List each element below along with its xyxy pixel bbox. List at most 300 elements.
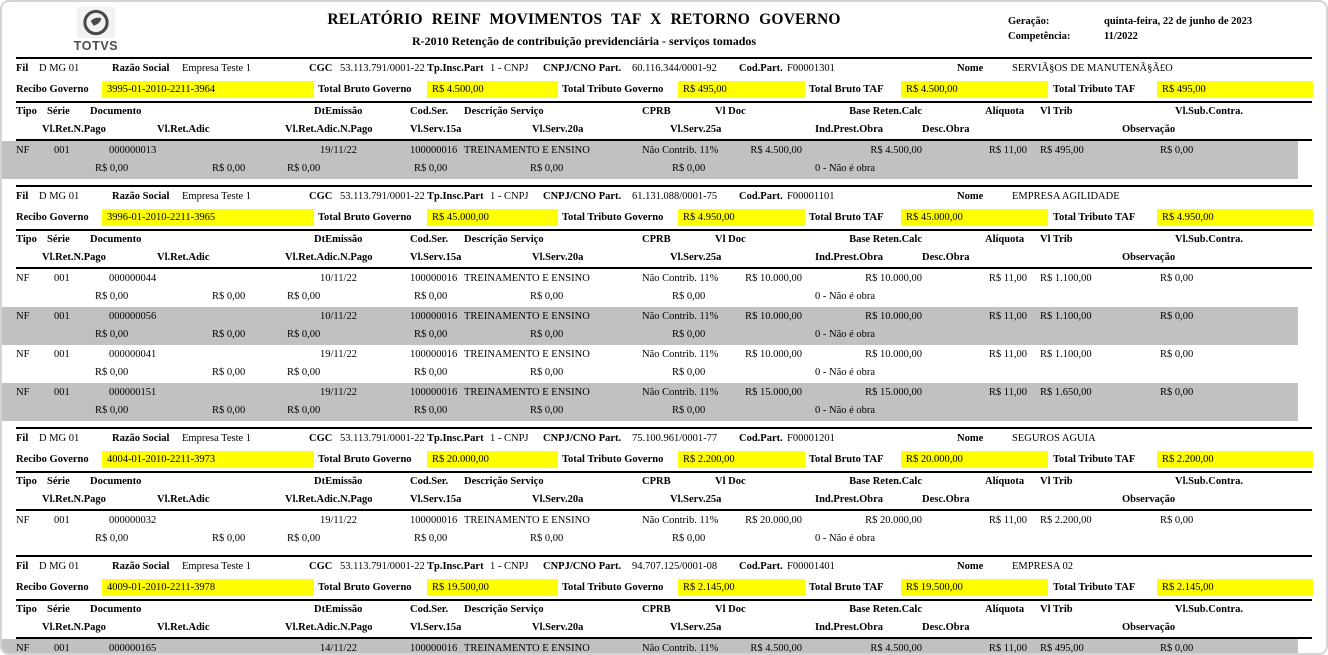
doc-value: R$ 10.000,00: [745, 349, 802, 360]
obra-indicator: 0 - Não é obra: [815, 163, 876, 174]
vl-serv-15a-value: R$ 0,00: [414, 405, 448, 416]
total-bruto-governo-value: R$ 19.500,00: [427, 579, 558, 596]
col-vltrib: Vl Trib: [1040, 476, 1073, 487]
total-tributo-taf-value: R$ 495,00: [1157, 81, 1313, 98]
total-tributo-taf-value: R$ 4.950,00: [1157, 209, 1313, 226]
doc-series: 001: [54, 145, 70, 156]
col-serie: Série: [47, 234, 70, 245]
col-vldoc: Vl Doc: [715, 106, 746, 117]
doc-type: NF: [16, 145, 30, 156]
cprb-status: Não Contrib. 11%: [642, 643, 719, 654]
col-indprestobra: Ind.Prest.Obra: [815, 124, 884, 135]
fil-label: Fil: [16, 191, 29, 202]
total-bruto-governo-label: Total Bruto Governo: [318, 454, 412, 465]
total-bruto-taf-label: Total Bruto TAF: [809, 582, 884, 593]
col-tipo: Tipo: [16, 476, 37, 487]
doc-series: 001: [54, 387, 70, 398]
col-tipo: Tipo: [16, 106, 37, 117]
col-cprb: CPRB: [642, 234, 671, 245]
doc-series: 001: [54, 349, 70, 360]
doc-type: NF: [16, 387, 30, 398]
fil-label: Fil: [16, 433, 29, 444]
col-base-reten-calc: Base Reten.Calc: [849, 106, 922, 117]
document-row: [2, 307, 1298, 345]
tp-insc-part-value: 1 - CNPJ: [490, 433, 529, 444]
col-documento: Documento: [90, 476, 142, 487]
recibo-row: [2, 449, 1326, 471]
nome-value: EMPRESA AGILIDADE: [1012, 191, 1120, 202]
report-subtitle: R-2010 Retenção de contribuição previdenciária - serviços tomados: [411, 34, 757, 48]
vl-serv-20a-value: R$ 0,00: [530, 367, 564, 378]
subcontract-value: R$ 0,00: [1160, 643, 1194, 654]
col-vlretnpago: Vl.Ret.N.Pago: [42, 252, 106, 263]
col-cprb: CPRB: [642, 476, 671, 487]
column-header-row-2: [2, 249, 1326, 267]
document-row-line-1: [2, 142, 1298, 160]
document-row-line-1: [2, 308, 1298, 326]
total-bruto-taf-label: Total Bruto TAF: [809, 454, 884, 465]
col-base-reten-calc: Base Reten.Calc: [849, 234, 922, 245]
total-bruto-governo-label: Total Bruto Governo: [318, 212, 412, 223]
subcontract-value: R$ 0,00: [1160, 273, 1194, 284]
recibo-governo-value: 3995-01-2010-2211-3964: [102, 81, 314, 98]
col-vlserv25a: Vl.Serv.25a: [670, 494, 722, 505]
col-vlserv25a: Vl.Serv.25a: [670, 622, 722, 633]
totvs-logo-text: TOTVS: [73, 39, 119, 53]
rate-value: R$ 11,00: [988, 515, 1027, 526]
vl-ret-adic-value: R$ 0,00: [212, 405, 246, 416]
col-cprb: CPRB: [642, 106, 671, 117]
nome-value: EMPRESA 02: [1012, 561, 1073, 572]
subcontract-value: R$ 0,00: [1160, 349, 1194, 360]
col-vlretnpago: Vl.Ret.N.Pago: [42, 124, 106, 135]
participant-info-row: [2, 187, 1326, 207]
tp-insc-part-value: 1 - CNPJ: [490, 63, 529, 74]
competence-label: Competência:: [1008, 31, 1071, 42]
cnpj-cno-part-value: 61.131.088/0001-75: [632, 191, 718, 202]
cnpj-cno-part-value: 94.707.125/0001-08: [632, 561, 718, 572]
doc-type: NF: [16, 349, 30, 360]
col-descricao-servico: Descrição Serviço: [464, 476, 544, 487]
vl-ret-adic-n-pago-value: R$ 0,00: [287, 163, 321, 174]
cod-part-value: F00001101: [787, 191, 835, 202]
document-row: [2, 141, 1298, 179]
cgc-label: CGC: [309, 433, 333, 444]
column-header-row-1: [2, 231, 1326, 249]
retention-base-value: R$ 10.000,00: [865, 273, 922, 284]
col-vlretadicnpago: Vl.Ret.Adic.N.Pago: [285, 494, 373, 505]
col-descricao-servico: Descrição Serviço: [464, 604, 544, 615]
doc-value: R$ 10.000,00: [745, 311, 802, 322]
document-row-line-1: [2, 384, 1298, 402]
recibo-governo-label: Recibo Governo: [16, 212, 89, 223]
total-tributo-taf-label: Total Tributo TAF: [1053, 212, 1136, 223]
column-header-row-2: [2, 491, 1326, 509]
nome-value: SEGUROS AGUIA: [1012, 433, 1096, 444]
col-base-reten-calc: Base Reten.Calc: [849, 604, 922, 615]
col-base-reten-calc: Base Reten.Calc: [849, 476, 922, 487]
vl-serv-20a-value: R$ 0,00: [530, 163, 564, 174]
col-vldoc: Vl Doc: [715, 234, 746, 245]
document-row-line-2: [2, 364, 1298, 382]
razao-social-label: Razão Social: [112, 191, 170, 202]
obra-indicator: 0 - Não é obra: [815, 329, 876, 340]
competence-value: 11/2022: [1104, 31, 1138, 42]
recibo-governo-value: 4004-01-2010-2211-3973: [102, 451, 314, 468]
vl-serv-25a-value: R$ 0,00: [672, 405, 706, 416]
doc-type: NF: [16, 515, 30, 526]
vl-serv-25a-value: R$ 0,00: [672, 329, 706, 340]
nome-label: Nome: [957, 433, 984, 444]
document-row: [2, 345, 1298, 383]
col-vlserv25a: Vl.Serv.25a: [670, 124, 722, 135]
rate-value: R$ 11,00: [988, 387, 1027, 398]
col-indprestobra: Ind.Prest.Obra: [815, 494, 884, 505]
total-bruto-taf-label: Total Bruto TAF: [809, 84, 884, 95]
rate-value: R$ 11,00: [988, 145, 1027, 156]
razao-social-value: Empresa Teste 1: [182, 561, 252, 572]
vl-serv-25a-value: R$ 0,00: [672, 163, 706, 174]
document-row: [2, 511, 1298, 549]
service-description: TREINAMENTO E ENSINO: [464, 311, 590, 322]
doc-type: NF: [16, 311, 30, 322]
col-aliquota: Alíquota: [985, 106, 1025, 117]
col-aliquota: Alíquota: [985, 604, 1025, 615]
vl-serv-15a-value: R$ 0,00: [414, 163, 448, 174]
retention-base-value: R$ 15.000,00: [865, 387, 922, 398]
col-documento: Documento: [90, 106, 142, 117]
razao-social-value: Empresa Teste 1: [182, 191, 252, 202]
column-header-row-1: [2, 103, 1326, 121]
vl-serv-25a-value: R$ 0,00: [672, 367, 706, 378]
vl-serv-25a-value: R$ 0,00: [672, 533, 706, 544]
doc-issue-date: 19/11/22: [320, 387, 357, 398]
service-code: 100000016: [410, 145, 458, 156]
total-bruto-taf-label: Total Bruto TAF: [809, 212, 884, 223]
col-documento: Documento: [90, 604, 142, 615]
col-vltrib: Vl Trib: [1040, 234, 1073, 245]
recibo-row: [2, 577, 1326, 599]
col-vlserv15a: Vl.Serv.15a: [410, 622, 462, 633]
doc-issue-date: 10/11/22: [320, 273, 357, 284]
col-observacao: Observação: [1122, 494, 1176, 505]
total-tributo-taf-value: R$ 2.145,00: [1157, 579, 1313, 596]
col-vltrib: Vl Trib: [1040, 106, 1073, 117]
vl-serv-20a-value: R$ 0,00: [530, 329, 564, 340]
service-code: 100000016: [410, 311, 458, 322]
recibo-governo-value: 3996-01-2010-2211-3965: [102, 209, 314, 226]
retention-base-value: R$ 10.000,00: [865, 311, 922, 322]
cnpj-cno-part-value: 60.116.344/0001-92: [632, 63, 717, 74]
total-tributo-governo-label: Total Tributo Governo: [562, 454, 664, 465]
generation-value: quinta-feira, 22 de junho de 2023: [1104, 16, 1253, 27]
vl-ret-adic-value: R$ 0,00: [212, 329, 246, 340]
doc-number: 000000165: [109, 643, 157, 654]
column-header-row-1: [2, 473, 1326, 491]
col-vlretadic: Vl.Ret.Adic: [157, 124, 210, 135]
tax-value: R$ 1.100,00: [1040, 349, 1092, 360]
tax-value: R$ 1.650,00: [1040, 387, 1092, 398]
document-row-line-1: [2, 640, 1298, 655]
generation-label: Geração:: [1008, 16, 1050, 27]
col-vlretnpago: Vl.Ret.N.Pago: [42, 622, 106, 633]
retention-base-value: R$ 10.000,00: [865, 349, 922, 360]
totvs-logo-badge: [77, 7, 115, 38]
doc-type: NF: [16, 273, 30, 284]
total-tributo-taf-label: Total Tributo TAF: [1053, 454, 1136, 465]
col-observacao: Observação: [1122, 252, 1176, 263]
col-dtemissao: DtEmissão: [314, 476, 363, 487]
vl-serv-15a-value: R$ 0,00: [414, 367, 448, 378]
col-vltrib: Vl Trib: [1040, 604, 1073, 615]
participant-section: [2, 57, 1326, 179]
total-bruto-governo-label: Total Bruto Governo: [318, 84, 412, 95]
report-title: RELATÓRIO REINF MOVIMENTOS TAF X RETORNO GOVERNO: [327, 11, 841, 28]
col-vlsubcontra: Vl.Sub.Contra.: [1175, 476, 1243, 487]
total-tributo-taf-label: Total Tributo TAF: [1053, 84, 1136, 95]
total-bruto-taf-value: R$ 4.500,00: [901, 81, 1048, 98]
total-bruto-taf-value: R$ 45.000,00: [901, 209, 1048, 226]
vl-ret-n-pago-value: R$ 0,00: [95, 163, 129, 174]
cprb-status: Não Contrib. 11%: [642, 515, 719, 526]
vl-serv-20a-value: R$ 0,00: [530, 291, 564, 302]
recibo-governo-label: Recibo Governo: [16, 84, 89, 95]
cod-part-value: F00001301: [787, 63, 835, 74]
col-vlserv15a: Vl.Serv.15a: [410, 252, 462, 263]
document-row-line-2: [2, 160, 1298, 178]
vl-ret-n-pago-value: R$ 0,00: [95, 291, 129, 302]
document-row-line-1: [2, 270, 1298, 288]
col-vlserv25a: Vl.Serv.25a: [670, 252, 722, 263]
nome-label: Nome: [957, 191, 984, 202]
total-bruto-taf-value: R$ 20.000,00: [901, 451, 1048, 468]
cprb-status: Não Contrib. 11%: [642, 387, 719, 398]
doc-issue-date: 19/11/22: [320, 515, 357, 526]
cnpj-cno-part-label: CNPJ/CNO Part.: [543, 561, 622, 572]
col-serie: Série: [47, 604, 70, 615]
rate-value: R$ 11,00: [988, 643, 1027, 654]
total-tributo-governo-value: R$ 2.200,00: [678, 451, 805, 468]
rate-value: R$ 11,00: [988, 273, 1027, 284]
cod-part-label: Cod.Part.: [739, 191, 783, 202]
col-codser: Cod.Ser.: [410, 234, 449, 245]
doc-issue-date: 14/11/22: [320, 643, 357, 654]
cod-part-value: F00001201: [787, 433, 835, 444]
doc-value: R$ 4.500,00: [750, 643, 802, 654]
cgc-label: CGC: [309, 191, 333, 202]
doc-series: 001: [54, 273, 70, 284]
column-header-row-2: [2, 121, 1326, 139]
recibo-governo-label: Recibo Governo: [16, 582, 89, 593]
col-aliquota: Alíquota: [985, 476, 1025, 487]
vl-serv-15a-value: R$ 0,00: [414, 329, 448, 340]
recibo-row: [2, 207, 1326, 229]
vl-ret-adic-n-pago-value: R$ 0,00: [287, 329, 321, 340]
col-vlserv20a: Vl.Serv.20a: [532, 622, 584, 633]
subcontract-value: R$ 0,00: [1160, 145, 1194, 156]
col-vlserv20a: Vl.Serv.20a: [532, 494, 584, 505]
totvs-logo-icon: [81, 8, 111, 37]
cprb-status: Não Contrib. 11%: [642, 311, 719, 322]
service-code: 100000016: [410, 643, 458, 654]
vl-serv-15a-value: R$ 0,00: [414, 291, 448, 302]
tp-insc-part-label: Tp.Insc.Part: [427, 191, 484, 202]
col-codser: Cod.Ser.: [410, 604, 449, 615]
col-descobra: Desc.Obra: [922, 252, 970, 263]
cod-part-value: F00001401: [787, 561, 835, 572]
vl-ret-adic-value: R$ 0,00: [212, 163, 246, 174]
col-vlserv15a: Vl.Serv.15a: [410, 124, 462, 135]
totvs-logo: [72, 7, 120, 53]
document-row: [2, 639, 1298, 655]
doc-issue-date: 19/11/22: [320, 145, 357, 156]
col-descricao-servico: Descrição Serviço: [464, 234, 544, 245]
service-code: 100000016: [410, 387, 458, 398]
cgc-value: 53.113.791/0001-22: [340, 191, 425, 202]
col-vlretadic: Vl.Ret.Adic: [157, 622, 210, 633]
recibo-row: [2, 79, 1326, 101]
competence-row: [1008, 29, 1252, 44]
col-vlretadic: Vl.Ret.Adic: [157, 494, 210, 505]
col-codser: Cod.Ser.: [410, 106, 449, 117]
vl-ret-n-pago-value: R$ 0,00: [95, 533, 129, 544]
rate-value: R$ 11,00: [988, 349, 1027, 360]
vl-serv-15a-value: R$ 0,00: [414, 533, 448, 544]
cnpj-cno-part-label: CNPJ/CNO Part.: [543, 191, 622, 202]
retention-base-value: R$ 4.500,00: [870, 145, 922, 156]
cgc-value: 53.113.791/0001-22: [340, 433, 425, 444]
razao-social-label: Razão Social: [112, 63, 170, 74]
tp-insc-part-value: 1 - CNPJ: [490, 191, 529, 202]
obra-indicator: 0 - Não é obra: [815, 533, 876, 544]
total-tributo-governo-label: Total Tributo Governo: [562, 84, 664, 95]
vl-ret-adic-value: R$ 0,00: [212, 291, 246, 302]
vl-ret-n-pago-value: R$ 0,00: [95, 329, 129, 340]
col-descobra: Desc.Obra: [922, 124, 970, 135]
report-titles: [182, 2, 986, 49]
col-aliquota: Alíquota: [985, 234, 1025, 245]
fil-value: D MG 01: [39, 561, 80, 572]
cnpj-cno-part-label: CNPJ/CNO Part.: [543, 63, 622, 74]
cprb-status: Não Contrib. 11%: [642, 349, 719, 360]
vl-ret-adic-n-pago-value: R$ 0,00: [287, 367, 321, 378]
column-header-row-1: [2, 601, 1326, 619]
service-description: TREINAMENTO E ENSINO: [464, 643, 590, 654]
participant-info-row: [2, 429, 1326, 449]
col-vlsubcontra: Vl.Sub.Contra.: [1175, 604, 1243, 615]
cod-part-label: Cod.Part.: [739, 561, 783, 572]
obra-indicator: 0 - Não é obra: [815, 367, 876, 378]
col-vlretadicnpago: Vl.Ret.Adic.N.Pago: [285, 622, 373, 633]
tp-insc-part-label: Tp.Insc.Part: [427, 63, 484, 74]
subcontract-value: R$ 0,00: [1160, 387, 1194, 398]
cgc-label: CGC: [309, 63, 333, 74]
vl-serv-25a-value: R$ 0,00: [672, 291, 706, 302]
col-dtemissao: DtEmissão: [314, 604, 363, 615]
tax-value: R$ 2.200,00: [1040, 515, 1092, 526]
fil-value: D MG 01: [39, 191, 80, 202]
doc-series: 001: [54, 643, 70, 654]
col-serie: Série: [47, 476, 70, 487]
vl-ret-adic-n-pago-value: R$ 0,00: [287, 533, 321, 544]
col-vlretadicnpago: Vl.Ret.Adic.N.Pago: [285, 124, 373, 135]
total-bruto-governo-value: R$ 45.000,00: [427, 209, 558, 226]
col-vldoc: Vl Doc: [715, 604, 746, 615]
doc-issue-date: 19/11/22: [320, 349, 357, 360]
tax-value: R$ 1.100,00: [1040, 273, 1092, 284]
doc-series: 001: [54, 311, 70, 322]
total-tributo-taf-label: Total Tributo TAF: [1053, 582, 1136, 593]
recibo-governo-label: Recibo Governo: [16, 454, 89, 465]
col-vlretadicnpago: Vl.Ret.Adic.N.Pago: [285, 252, 373, 263]
fil-label: Fil: [16, 63, 29, 74]
doc-value: R$ 15.000,00: [745, 387, 802, 398]
rate-value: R$ 11,00: [988, 311, 1027, 322]
doc-number: 000000056: [109, 311, 157, 322]
document-row-line-2: [2, 530, 1298, 548]
col-dtemissao: DtEmissão: [314, 234, 363, 245]
total-tributo-governo-value: R$ 4.950,00: [678, 209, 805, 226]
retention-base-value: R$ 4.500,00: [870, 643, 922, 654]
doc-type: NF: [16, 643, 30, 654]
razao-social-value: Empresa Teste 1: [182, 433, 252, 444]
cod-part-label: Cod.Part.: [739, 63, 783, 74]
total-tributo-governo-value: R$ 495,00: [678, 81, 805, 98]
service-description: TREINAMENTO E ENSINO: [464, 273, 590, 284]
col-observacao: Observação: [1122, 622, 1176, 633]
participant-section: [2, 427, 1326, 549]
total-bruto-taf-value: R$ 19.500,00: [901, 579, 1048, 596]
doc-number: 000000041: [109, 349, 157, 360]
document-row-line-2: [2, 402, 1298, 420]
tp-insc-part-value: 1 - CNPJ: [490, 561, 529, 572]
service-code: 100000016: [410, 349, 458, 360]
razao-social-value: Empresa Teste 1: [182, 63, 252, 74]
tp-insc-part-label: Tp.Insc.Part: [427, 433, 484, 444]
doc-issue-date: 10/11/22: [320, 311, 357, 322]
vl-ret-adic-value: R$ 0,00: [212, 533, 246, 544]
document-row-line-1: [2, 512, 1298, 530]
document-row-line-1: [2, 346, 1298, 364]
col-vlserv15a: Vl.Serv.15a: [410, 494, 462, 505]
tp-insc-part-label: Tp.Insc.Part: [427, 561, 484, 572]
col-serie: Série: [47, 106, 70, 117]
col-dtemissao: DtEmissão: [314, 106, 363, 117]
doc-number: 000000151: [109, 387, 157, 398]
total-tributo-governo-label: Total Tributo Governo: [562, 212, 664, 223]
vl-ret-n-pago-value: R$ 0,00: [95, 405, 129, 416]
col-codser: Cod.Ser.: [410, 476, 449, 487]
service-description: TREINAMENTO E ENSINO: [464, 515, 590, 526]
doc-series: 001: [54, 515, 70, 526]
document-row-line-2: [2, 326, 1298, 344]
cgc-label: CGC: [309, 561, 333, 572]
doc-number: 000000044: [109, 273, 157, 284]
cnpj-cno-part-label: CNPJ/CNO Part.: [543, 433, 622, 444]
obra-indicator: 0 - Não é obra: [815, 405, 876, 416]
doc-value: R$ 20.000,00: [745, 515, 802, 526]
retention-base-value: R$ 20.000,00: [865, 515, 922, 526]
doc-value: R$ 10.000,00: [745, 273, 802, 284]
service-description: TREINAMENTO E ENSINO: [464, 145, 590, 156]
tax-value: R$ 1.100,00: [1040, 311, 1092, 322]
col-descricao-servico: Descrição Serviço: [464, 106, 544, 117]
obra-indicator: 0 - Não é obra: [815, 291, 876, 302]
participant-section: [2, 555, 1326, 655]
fil-label: Fil: [16, 561, 29, 572]
cod-part-label: Cod.Part.: [739, 433, 783, 444]
vl-ret-adic-n-pago-value: R$ 0,00: [287, 405, 321, 416]
